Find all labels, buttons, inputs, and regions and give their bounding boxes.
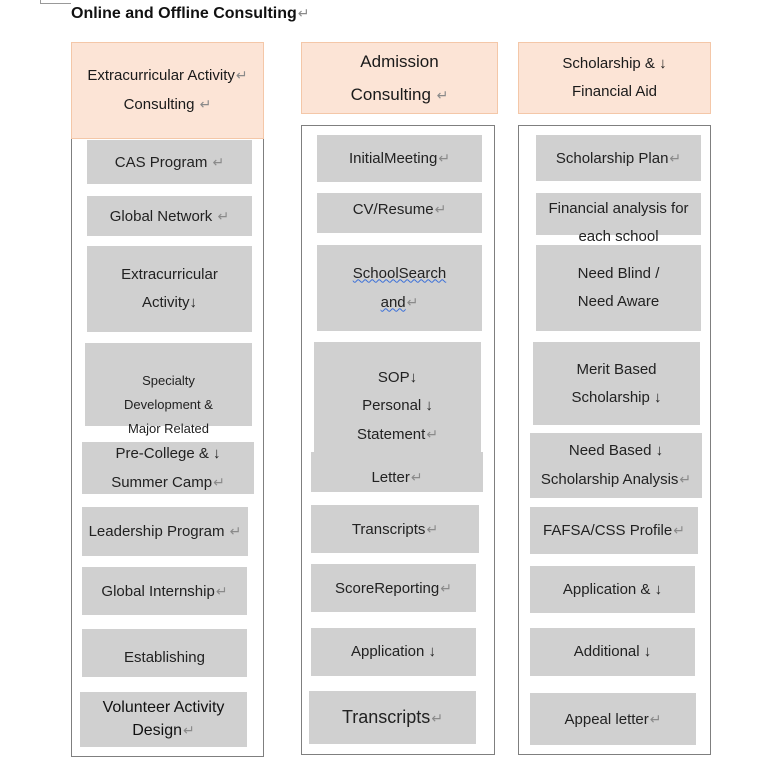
box-merit-based: Merit Based Scholarship ↓ <box>533 342 700 425</box>
box-need-blind: Need Blind / Need Aware <box>536 245 701 331</box>
header-admission: Admission Consulting ↵ <box>301 42 498 114</box>
box-fafsa-css: FAFSA/CSS Profile↵ <box>530 507 698 554</box>
page-title: Online and Offline Consulting↵ <box>71 5 310 22</box>
box-scholarship-plan: Scholarship Plan↵ <box>536 135 701 181</box>
box-extracurricular-activity: Extracurricular Activity↓ <box>87 246 252 332</box>
box-global-internship: Global Internship↵ <box>82 567 247 615</box>
box-sop-personal-statement: SOP↓ Personal ↓ Statement↵ <box>314 342 481 452</box>
box-pre-college: Pre-College & ↓ Summer Camp↵ <box>82 442 254 494</box>
box-score-reporting: ScoreReporting↵ <box>311 564 476 612</box>
ruler-mark <box>40 0 71 4</box>
header-extracurricular: Extracurricular Activity↵ Consulting ↵ <box>71 42 264 139</box>
box-letter: Letter↵ <box>311 452 483 492</box>
box-cas-program: CAS Program ↵ <box>87 140 252 184</box>
box-global-network: Global Network ↵ <box>87 196 252 236</box>
box-financial-analysis: Financial analysis for each school <box>536 193 701 235</box>
box-transcripts: Transcripts↵ <box>311 505 479 553</box>
box-appeal-letter: Appeal letter↵ <box>530 693 696 745</box>
box-additional: Additional ↓ <box>530 628 695 676</box>
box-cv-resume: CV/Resume↵ <box>317 193 482 233</box>
box-establishing: Establishing <box>82 629 247 677</box>
box-transcripts-2: Transcripts↵ <box>309 691 476 744</box>
box-volunteer-activity: Volunteer Activity Design↵ <box>80 692 247 747</box>
box-leadership-program: Leadership Program ↵ <box>82 507 248 556</box>
box-initial-meeting: InitialMeeting↵ <box>317 135 482 182</box>
box-school-search: SchoolSearch and↵ <box>317 245 482 331</box>
box-application: Application ↓ <box>311 628 476 676</box>
box-application-and: Application & ↓ <box>530 566 695 613</box>
box-need-based: Need Based ↓ Scholarship Analysis↵ <box>530 433 702 498</box>
box-specialty-development: Specialty Development & Major Related <box>85 343 252 426</box>
header-scholarship: Scholarship & ↓ Financial Aid <box>518 42 711 114</box>
